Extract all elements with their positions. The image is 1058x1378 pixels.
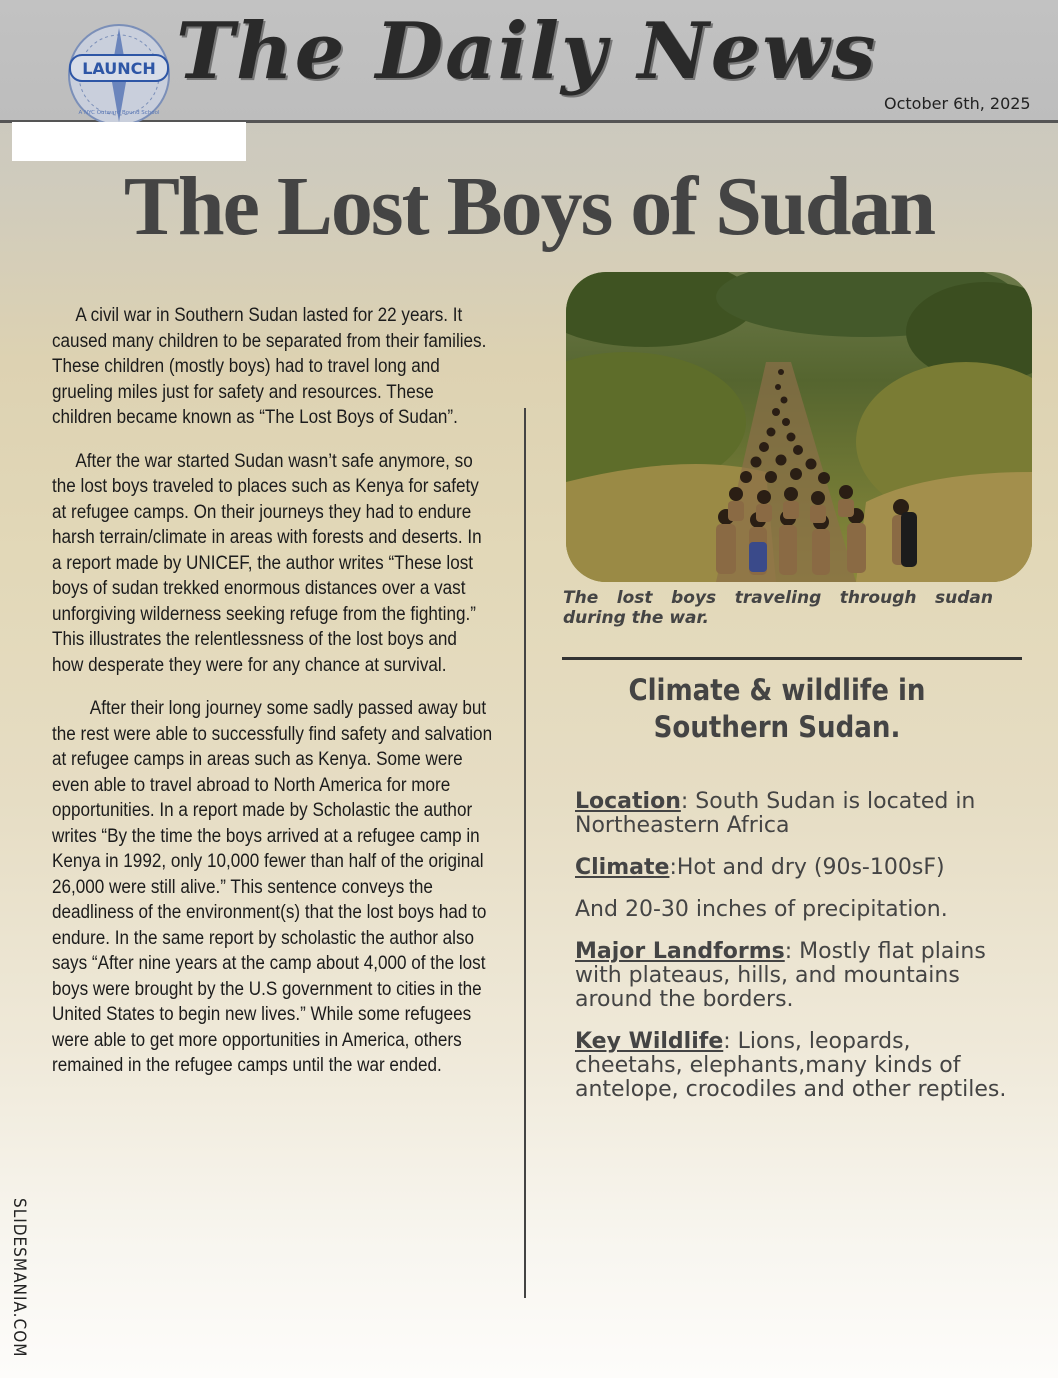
logo-subtext: A NYC Outward Bound School: [78, 110, 160, 116]
fact-separator: :: [680, 789, 696, 814]
slidesmania-credit: SLIDESMANIA.COM: [9, 1198, 29, 1358]
blank-label-box: [12, 122, 246, 161]
fact-precipitation: [575, 898, 1015, 922]
fact-label: Climate: [575, 855, 670, 880]
fact-label: Major Landforms: [575, 939, 785, 964]
fact-label: Location: [575, 789, 681, 814]
fact-text: Mostly flat plains with plateaus, hills, and mountains around the borders.: [575, 939, 986, 1012]
article-headline: The Lost Boys of Sudan: [123, 160, 935, 253]
fact-wildlife: [575, 1030, 1015, 1102]
newspaper-title: The Daily News: [176, 6, 878, 97]
lost-boys-photo: [566, 272, 1032, 582]
fact-text: Hot and dry (90s-100sF): [676, 855, 945, 880]
sidebar-heading: Climate & wildlife in Southern Sudan.: [628, 673, 926, 744]
fact-separator: :: [669, 855, 677, 880]
fact-text: And 20-30 inches of precipitation.: [575, 897, 948, 922]
fact-separator: :: [784, 939, 800, 964]
fact-text: Lions, leopards, cheetahs, elephants,many kinds of antelope, crocodiles and other reptiles.: [575, 1029, 1007, 1102]
fact-text: South Sudan is located in Northeastern Africa: [575, 789, 976, 838]
logo-text: LAUNCH: [82, 59, 156, 78]
facts-list: [575, 790, 1015, 1120]
article-body: [52, 303, 492, 1097]
fact-separator: :: [723, 1029, 738, 1054]
masthead: [0, 0, 1058, 123]
fact-landforms: [575, 940, 1015, 1012]
fact-location: [575, 790, 1015, 838]
photo-caption: The lost boys traveling through sudan during the war.: [563, 588, 993, 628]
issue-date: October 6th, 2025: [884, 94, 1031, 113]
article-paragraph-2: After the war started Sudan wasn’t safe anymore, so the lost boys traveled to places such as Kenya for safety at refugee camps. On their journeys they had to endure harsh terrain/climate in areas with forests and deserts. In a report made by UNICEF, the author writes “These lost boys of sudan trekked enormous distances over a vast unforgiving wilderness seeking refuge from the fighting.” This illustrates the relentlessness of the lost boys and how desperate they were for any chance at survival.: [52, 450, 482, 676]
column-divider: [524, 408, 526, 1298]
fact-climate: [575, 856, 1015, 880]
article-paragraph-3: After their long journey some sadly passed away but the rest were able to successfully find safety and salvation at refugee camps in areas such as Kenya. Some were even able to travel abroad to North America for more opportunities. In a report made by Scholastic the author writes “By the time the boys arrived at a refugee camp in Kenya in 1992, only 10,000 fewer than half of the original 26,000 were still alive.” This sentence conveys the deadliness of the environment(s) that the lost boys had to endure. In the same report by scholastic the author also says “After nine years at the camp about 4,000 of the lost boys were brought by the U.S government to cities in the United States to begin new lives.” While some refugees were able to get more opportunities in America, others remained in the refugee camps until the war ended.: [52, 698, 493, 1076]
fact-label: Key Wildlife: [575, 1029, 724, 1054]
sidebar-divider: [562, 657, 1022, 660]
launch-logo: [66, 22, 172, 128]
article-paragraph-1: A civil war in Southern Sudan lasted for 22 years. It caused many children to be separated from their families. These children (mostly boys) had to travel long and grueling miles just for safety and resources. These children became known as “The Lost Boys of Sudan”.: [52, 305, 487, 428]
